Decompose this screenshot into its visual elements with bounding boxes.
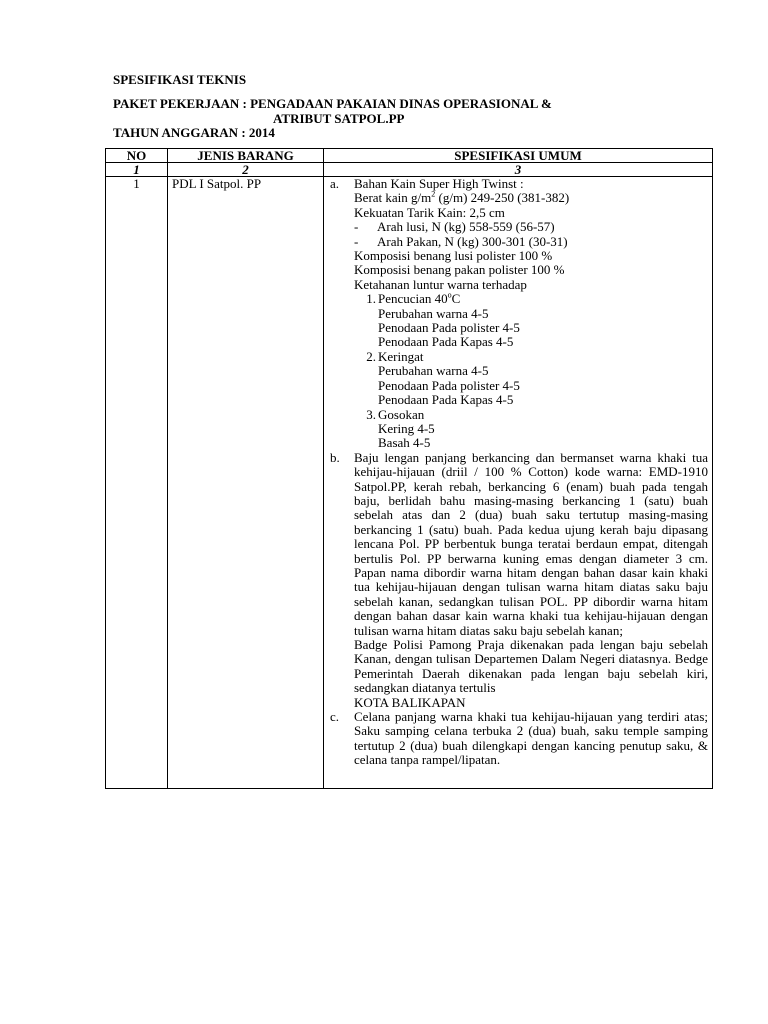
weft-composition: Komposisi benang pakan polister 100 % bbox=[354, 262, 565, 278]
table-row bbox=[106, 177, 713, 789]
section-b-label: b. bbox=[330, 449, 340, 465]
list-item: - Arah lusi, N (kg) 558-559 (56-57) bbox=[354, 219, 555, 235]
fabric-weight: Berat kain $g/m^2$ (g/m) 249-250 (381-382) bbox=[354, 190, 570, 206]
spec-section-a bbox=[330, 177, 708, 451]
shirt-description: Baju lengan panjang berkancing dan bermanset warna khaki tua kehijau-hijauan (driil / 100 % Cotton) kode warna: EMD-1910 Satpol.PP, kerah rebah, berkancing 6 (enam) buah pada tengah baju, berlidah bahu masing-masing berkancing 1 (satu) buah sebelah atas dan 2 (dua) buah saku tertutup masing-masing berkancing 1 (satu) buah. Pada kedua ujung kerah baju dipasang lencana Pol. PP berbentuk bunga teratai berdaun empat, ditengah bertulis Pol. PP berwarna kuning emas dengan diameter 3 cm. Papan nama dibordir warna hitam dengan bahan dasar kain khaki tua kehijau-hijauan dengan tulisan warna hitam diatas saku baju sebelah kanan, sedangkan tulisan POL. PP dibordir warna hitam dengan bahan dasar kain warna khaki tua kehijau-hijauan dengan tulisan warna hitam diatas saku baju sebelah kanan; bbox=[354, 449, 708, 638]
trousers-description: Celana panjang warna khaki tua kehijau-hijauan yang terdiri atas; Saku samping celana terbuka 2 (dua) buah, saku temple samping tertutup 2 (dua) buah dilengkapi dengan kancing penutup saku, & celana tanpa rampel/lipatan. bbox=[354, 709, 708, 768]
table-header-row bbox=[106, 149, 713, 163]
test-item-gosokan: 3. Gosokan bbox=[366, 406, 425, 422]
tahun-anggaran-line: TAHUN ANGGARAN : 2014 bbox=[113, 125, 275, 140]
paket-pekerjaan-continuation: ATRIBUT SATPOL.PP bbox=[273, 111, 405, 126]
col-header-jenis-barang: JENIS BARANG bbox=[168, 149, 324, 163]
list-item: Kering 4-5 bbox=[378, 420, 435, 436]
badge-description: Badge Polisi Pamong Praja dikenakan pada lengan baju sebelah Kanan, dengan tulisan Departemen Dalam Negeri diatasnya. Bedge Pemerintah Daerah dikenakan pada lengan baju sebelah kiri, sedangkan diatanya tertulis bbox=[354, 637, 708, 696]
test-item-keringat: 2. Keringat bbox=[366, 348, 424, 364]
spec-section-b bbox=[330, 451, 708, 710]
paket-pekerjaan-line: PAKET PEKERJAAN : PENGADAAN PAKAIAN DINAS OPERASIONAL & bbox=[113, 96, 552, 111]
fabric-title: Bahan Kain Super High Twinst : bbox=[354, 176, 524, 191]
list-item: Basah 4-5 bbox=[378, 435, 431, 451]
list-item: Perubahan warna 4-5 bbox=[378, 363, 489, 379]
section-a-label: a. bbox=[330, 176, 340, 191]
fabric-strength: Kekuatan Tarik Kain: 2,5 cm bbox=[354, 204, 505, 220]
colorfastness-heading: Ketahanan luntur warna terhadap bbox=[354, 276, 527, 292]
col-number-3: 3 bbox=[324, 163, 713, 177]
list-item: - Arah Pakan, N (kg) 300-301 (30-31) bbox=[354, 233, 568, 249]
list-item: Penodaan Pada Kapas 4-5 bbox=[378, 334, 514, 350]
list-item: Penodaan Pada polister 4-5 bbox=[378, 377, 520, 393]
row-number: 1 bbox=[106, 177, 168, 789]
spec-table bbox=[105, 148, 713, 789]
document-title: SPESIFIKASI TEKNIS bbox=[113, 72, 247, 87]
section-c-label: c. bbox=[330, 709, 340, 725]
spec-section-c bbox=[330, 710, 708, 768]
row-item-name: PDL I Satpol. PP bbox=[168, 177, 324, 789]
row-specifications bbox=[324, 177, 713, 789]
list-item: Perubahan warna 4-5 bbox=[378, 305, 489, 321]
col-header-no: NO bbox=[106, 149, 168, 163]
test-item-pencucian: 1. Pencucian 40$^o$C bbox=[366, 290, 461, 307]
list-item: Penodaan Pada polister 4-5 bbox=[378, 320, 520, 336]
col-number-1: 1 bbox=[106, 163, 168, 177]
col-header-spesifikasi: SPESIFIKASI UMUM bbox=[324, 149, 713, 163]
city-name: KOTA BALIKAPAN bbox=[354, 694, 466, 710]
list-item: Penodaan Pada Kapas 4-5 bbox=[378, 392, 514, 408]
table-number-row bbox=[106, 163, 713, 177]
col-number-2: 2 bbox=[168, 163, 324, 177]
warp-composition: Komposisi benang lusi polister 100 % bbox=[354, 248, 553, 264]
